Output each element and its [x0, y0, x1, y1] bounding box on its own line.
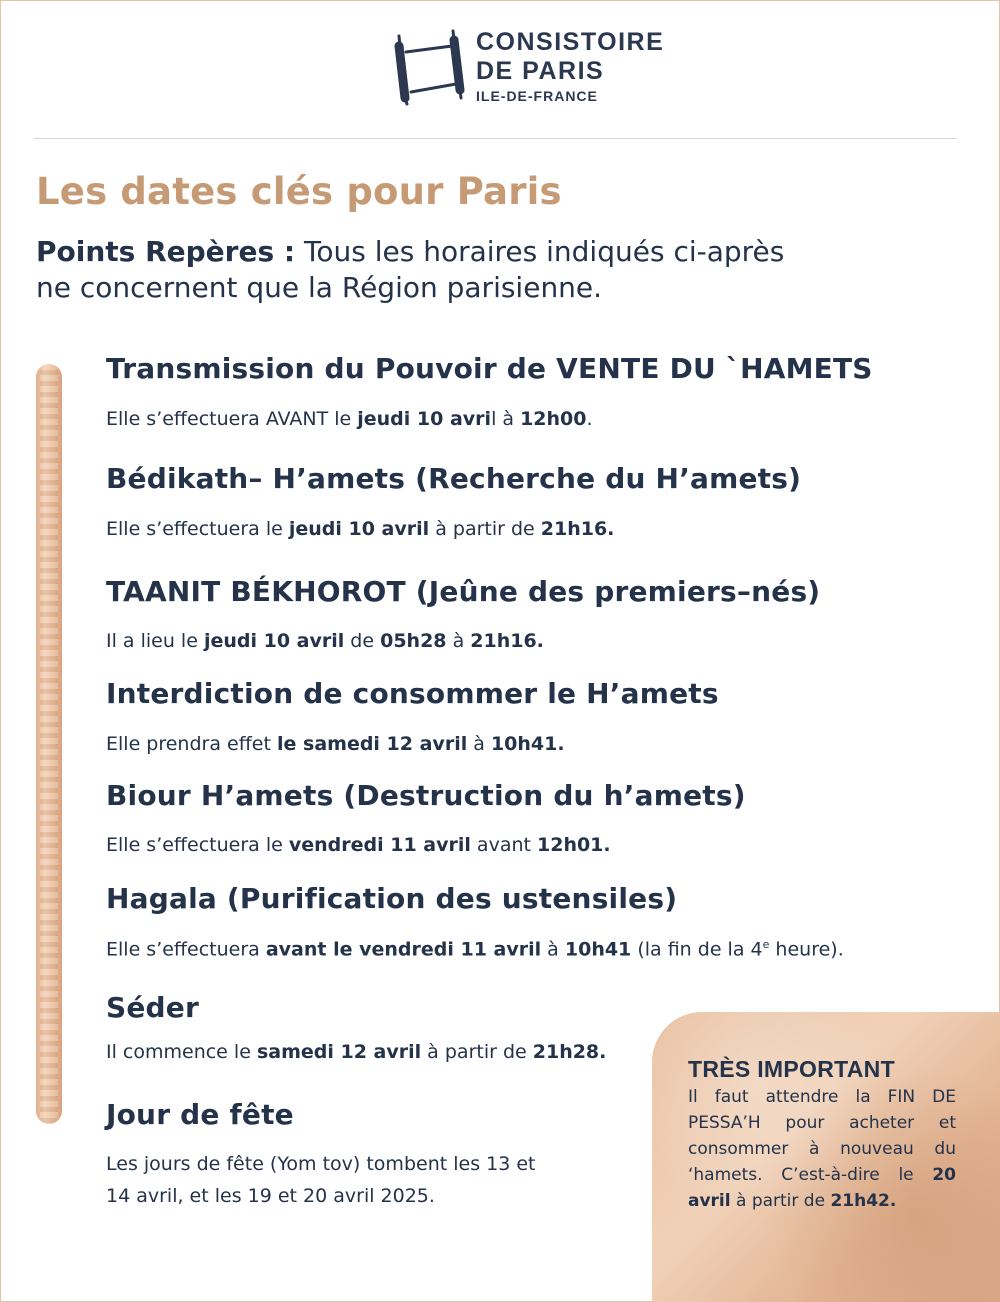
section-title-taanit: TAANIT BÉKHOROT (Jeûne des premiers–nés): [106, 575, 821, 608]
important-text: Il faut attendre la FIN DE PESSA’H pour acheter et consommer à nouveau du ‘hamets. C’est-à-dire le 20 avril à partir de 21h42.: [688, 1087, 956, 1211]
section-text-interdiction: Elle prendra effet le samedi 12 avril à 10h41.: [106, 733, 565, 755]
section-title-jour-de-fete: Jour de fête: [106, 1098, 294, 1131]
important-title: TRÈS IMPORTANT: [688, 1056, 895, 1082]
intro-text: Tous les horaires indiqués ci-après ne concernent que la Région parisienne.: [36, 235, 785, 304]
page-title: Les dates clés pour Paris: [36, 170, 562, 213]
intro-paragraph: [36, 234, 796, 306]
section-title-vente-hamets: Transmission du Pouvoir de VENTE DU `HAMETS: [106, 352, 873, 385]
intro-label: Points Repères :: [36, 235, 296, 268]
section-text-hagala: Elle s’effectuera avant le vendredi 11 avril à 10h41 (la fin de la 4e heure).: [106, 938, 844, 961]
torah-scroll-icon: [388, 28, 468, 108]
section-title-biour: Biour H’amets (Destruction du h’amets): [106, 779, 746, 812]
section-text-vente-hamets: Elle s’effectuera AVANT le jeudi 10 avril à 12h00.: [106, 408, 593, 430]
section-text-bedikath: Elle s’effectuera le jeudi 10 avril à partir de 21h16.: [106, 518, 615, 540]
section-title-bedikath: Bédikath– H’amets (Recherche du H’amets): [106, 462, 802, 495]
logo-line-2: DE PARIS: [476, 57, 605, 85]
section-text-seder: Il commence le samedi 12 avril à partir de 21h28.: [106, 1041, 607, 1063]
section-text-jour-de-fete: Les jours de fête (Yom tov) tombent les 13 et 14 avril, et les 19 et 20 avril 2025.: [106, 1153, 536, 1207]
logo-line-3: ILE-DE-FRANCE: [476, 88, 598, 104]
logo-line-1: CONSISTOIRE: [476, 28, 665, 56]
section-title-hagala: Hagala (Purification des ustensiles): [106, 882, 678, 915]
section-text-taanit: Il a lieu le jeudi 10 avril de 05h28 à 21h16.: [106, 630, 544, 652]
header-divider: [34, 138, 957, 139]
section-title-interdiction: Interdiction de consommer le H’amets: [106, 677, 719, 710]
decorative-parchment-strip: [36, 364, 62, 1124]
logo: [388, 28, 678, 108]
section-title-seder: Séder: [106, 991, 199, 1024]
section-text-biour: Elle s’effectuera le vendredi 11 avril avant 12h01.: [106, 834, 611, 856]
important-notice-box: [652, 1012, 1000, 1302]
